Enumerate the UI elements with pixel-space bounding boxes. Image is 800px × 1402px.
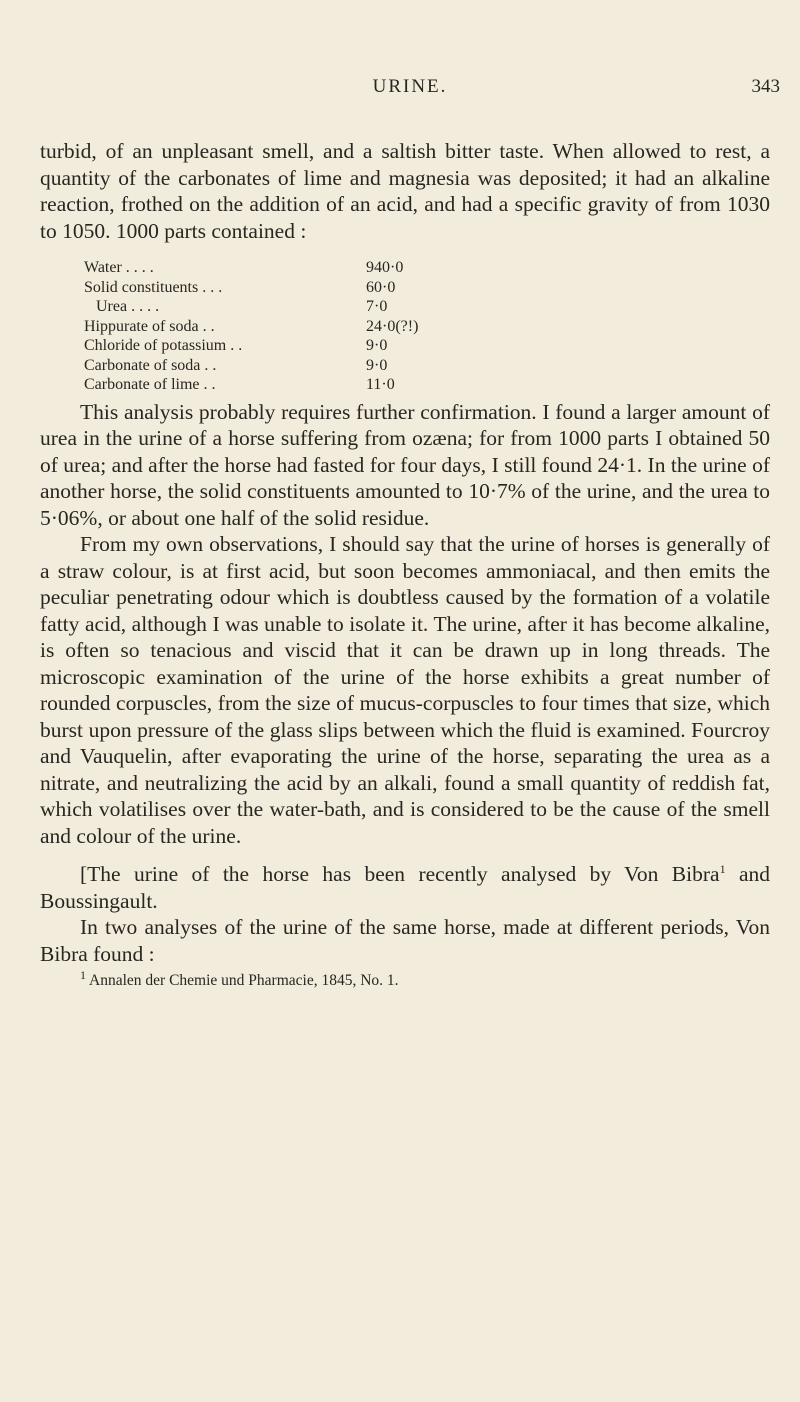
row-value: 9·0 — [366, 337, 388, 354]
paragraph-3: From my own observations, I should say that the urine of horses is generally of a straw colour, is at first acid, but soon becomes ammoniacal, and then emits the peculiar penetrating odour which is doubtless caused by the formation of a volatile fatty acid, although I was unable to isolate it. The urine, after it has become alkaline, is often so tenacious and viscid that it can be drawn up in long threads. The microscopic examination of the urine of the horse exhibits a great number of rounded corpuscles, from the size of mucus-corpuscles to four times that size, which burst upon pressure of the glass slips between which the fluid is examined. Fourcroy and Vauquelin, after evaporating the urine of the horse, separating the urea as a nitrate, and neutralizing the acid by an alkali, found a small quantity of reddish fat, which volatilises over the water-bath, and is considered to be the cause of the smell and colour of the urine. — [40, 532, 770, 848]
paragraph-4-tail: and Boussingault. — [40, 862, 771, 913]
row-value: 7·0 — [366, 298, 388, 315]
table-row — [84, 317, 444, 337]
row-label: Carbonate of soda . . — [84, 356, 217, 374]
running-title: URINE. — [372, 76, 448, 97]
row-label: Water . . . . — [84, 259, 154, 276]
row-label: Solid constituents . . . — [84, 278, 223, 296]
paragraph-1: turbid, of an unpleasant smell, and a saltish bitter taste. When allowed to rest, a quantity of the carbonates of lime and magnesia was deposited; it had an alkaline reaction, frothed on the addition of an acid, and had a specific gravity of from 1030 to 1050. 1000 parts contained : — [40, 139, 770, 243]
footnote — [40, 967, 770, 990]
table-row — [84, 375, 444, 395]
row-value: 60·0 — [366, 278, 396, 296]
row-value: 940·0 — [366, 259, 404, 276]
row-label: Urea . . . . — [96, 298, 160, 315]
row-label: Chloride of potassium . . — [84, 337, 243, 354]
paragraph-2: This analysis probably requires further confirmation. I found a larger amount of urea in the urine of a horse suffering from ozæna; for from 1000 parts I obtained 50 of urea; and after the horse had fasted for four days, I still found 24·1. In the urine of another horse, the solid constituents amounted to 10·7% of the urine, and the urea to 5·06%, or about one half of the solid residue. — [40, 399, 770, 530]
analysis-table — [84, 258, 444, 395]
row-value: 24·0(?!) — [366, 317, 419, 335]
paragraph-5: In two analyses of the urine of the same horse, made at different periods, Von Bibra found : — [40, 915, 770, 966]
table-row — [84, 258, 444, 278]
table-row — [84, 297, 444, 317]
row-value: 11·0 — [366, 376, 395, 393]
paragraph-4 — [40, 861, 770, 914]
footnote-mark: 1 — [80, 967, 86, 982]
row-label: Carbonate of lime . . — [84, 376, 216, 393]
paragraph-4-text: [The urine of the horse has been recently analysed by Von Bibra — [80, 862, 720, 886]
page-header — [40, 76, 780, 106]
table-row — [84, 278, 444, 298]
footnote-ref: 1 — [719, 861, 726, 876]
table-row — [84, 356, 444, 376]
footnote-text: Annalen der Chemie und Pharmacie, 1845, No. 1. — [86, 972, 399, 989]
table-row — [84, 336, 444, 356]
row-label: Hippurate of soda . . — [84, 317, 215, 335]
page-number: 343 — [751, 76, 780, 97]
row-value: 9·0 — [366, 356, 388, 374]
page-body — [40, 138, 770, 990]
